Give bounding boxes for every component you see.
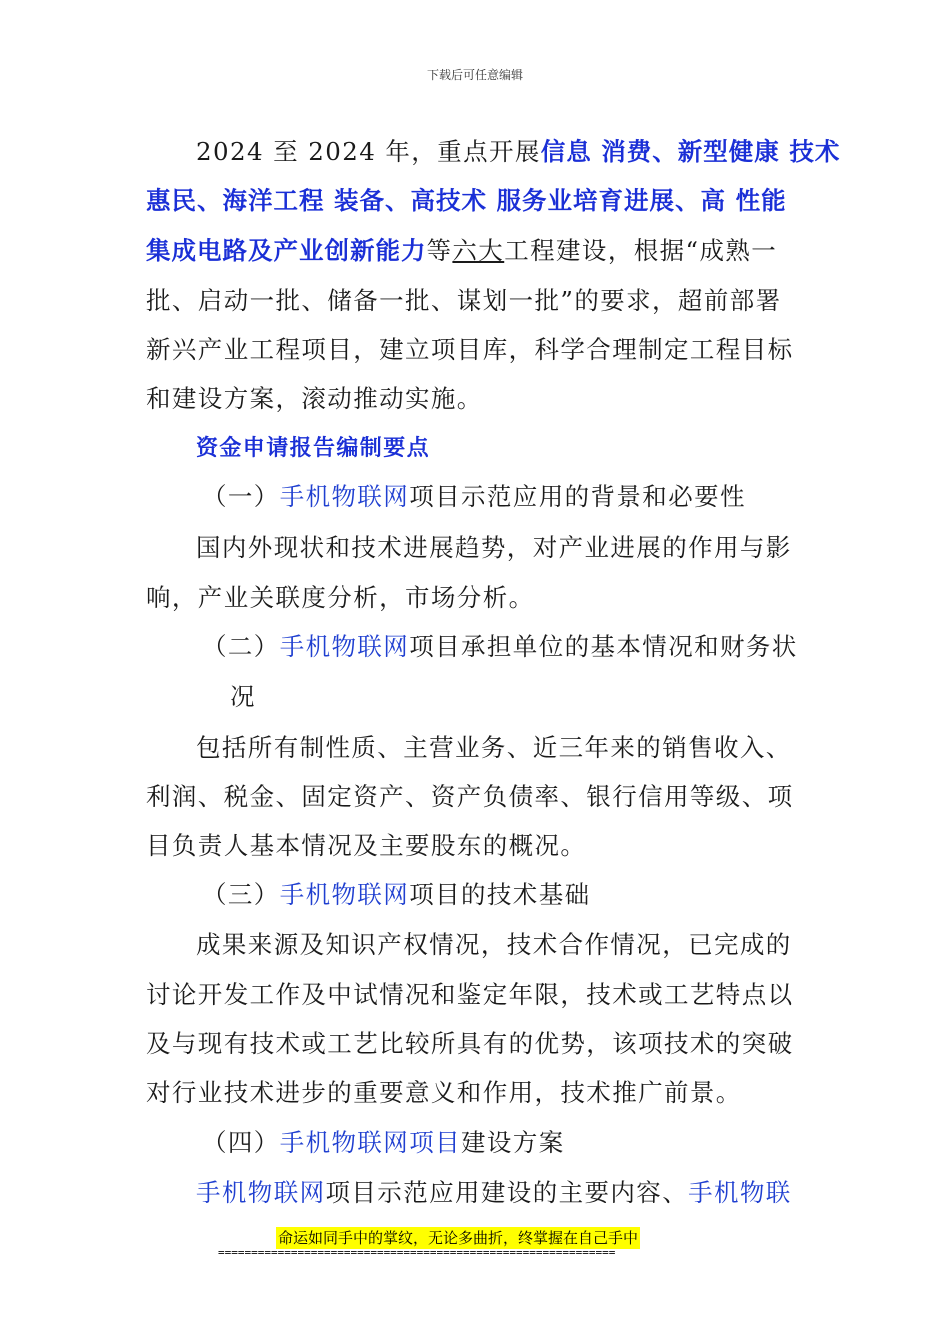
page-header-note: 下载后可任意编辑 — [426, 68, 523, 82]
s3-title — [202, 880, 591, 910]
p1-line-2: 惠民、海洋工程 装备、高技术 服务业培育进展、高 性能 — [146, 186, 787, 215]
s4-title — [202, 1128, 565, 1158]
s3-body-line-3: 及与现有技术或工艺比较所具有的优势，该项技术的突破 — [146, 1029, 794, 1058]
s3-body-line-2: 讨论开发工作及中试情况和鉴定年限，技术或工艺特点以 — [146, 980, 794, 1009]
s2-number: （二） — [202, 632, 280, 661]
s4-body-text: 项目示范应用建设的主要内容、 — [325, 1178, 689, 1207]
s1-body-line-2: 响，产业关联度分析，市场分析。 — [146, 583, 535, 612]
p1-line-5: 新兴产业工程项目，建立项目库，科学合理制定工程目标 — [146, 335, 794, 364]
s2-title — [202, 632, 798, 662]
s3-keyword: 手机物联网 — [279, 880, 410, 909]
p1-text: 等 — [426, 236, 453, 265]
s4-keyword: 手机物联 — [688, 1178, 792, 1207]
s1-number: （一） — [202, 482, 280, 511]
s2-body-line-1: 包括所有制性质、主营业务、近三年来的销售收入、 — [196, 733, 792, 762]
section-heading: 资金申请报告编制要点 — [196, 436, 431, 461]
s2-body-line-3: 目负责人基本情况及主要股东的概况。 — [146, 831, 587, 860]
s4-body-line-1 — [196, 1178, 792, 1208]
s4-keyword: 手机物联网 — [196, 1178, 326, 1207]
s1-title — [202, 482, 746, 512]
p1-highlight: 集成电路及产业创新能力 — [146, 236, 427, 265]
s1-body-line-1: 国内外现状和技术进展趋势，对产业进展的作用与影 — [196, 533, 792, 562]
s3-title-text: 项目的技术基础 — [409, 880, 591, 909]
s3-body-line-1: 成果来源及知识产权情况，技术合作情况，已完成的 — [196, 930, 792, 959]
footer-motto-banner: 命运如同手中的掌纹，无论多曲折，终掌握在自己手中 — [278, 1229, 639, 1247]
footer-divider: ============================================================ — [218, 1246, 616, 1259]
s4-title-text: 建设方案 — [461, 1128, 565, 1157]
s3-body-line-4: 对行业技术进步的重要意义和作用，技术推广前景。 — [146, 1078, 742, 1107]
p1-line-1 — [196, 137, 840, 167]
s1-title-text: 项目示范应用的背景和必要性 — [409, 482, 746, 511]
p1-underlined-text: 六大 — [452, 236, 505, 265]
s2-title-wrap: 况 — [230, 682, 256, 711]
p1-text: 工程建设，根据“成熟一 — [504, 236, 778, 265]
s3-number: （三） — [202, 880, 280, 909]
s4-keyword: 手机物联网项目 — [279, 1128, 462, 1157]
s2-keyword: 手机物联网 — [279, 632, 410, 661]
p1-line-3 — [146, 236, 777, 266]
p1-line-6: 和建设方案，滚动推动实施。 — [146, 384, 483, 413]
s4-number: （四） — [202, 1128, 280, 1157]
s1-keyword: 手机物联网 — [279, 482, 410, 511]
s2-title-text: 项目承担单位的基本情况和财务状 — [409, 632, 798, 661]
p1-highlight: 信息 消费、新型健康 技术 — [540, 137, 841, 166]
p1-line-4: 批、启动一批、储备一批、谋划一批”的要求，超前部署 — [146, 286, 782, 315]
s2-body-line-2: 利润、税金、固定资产、资产负债率、银行信用等级、项 — [146, 782, 794, 811]
p1-text: 2024 至 2024 年，重点开展 — [196, 137, 541, 166]
